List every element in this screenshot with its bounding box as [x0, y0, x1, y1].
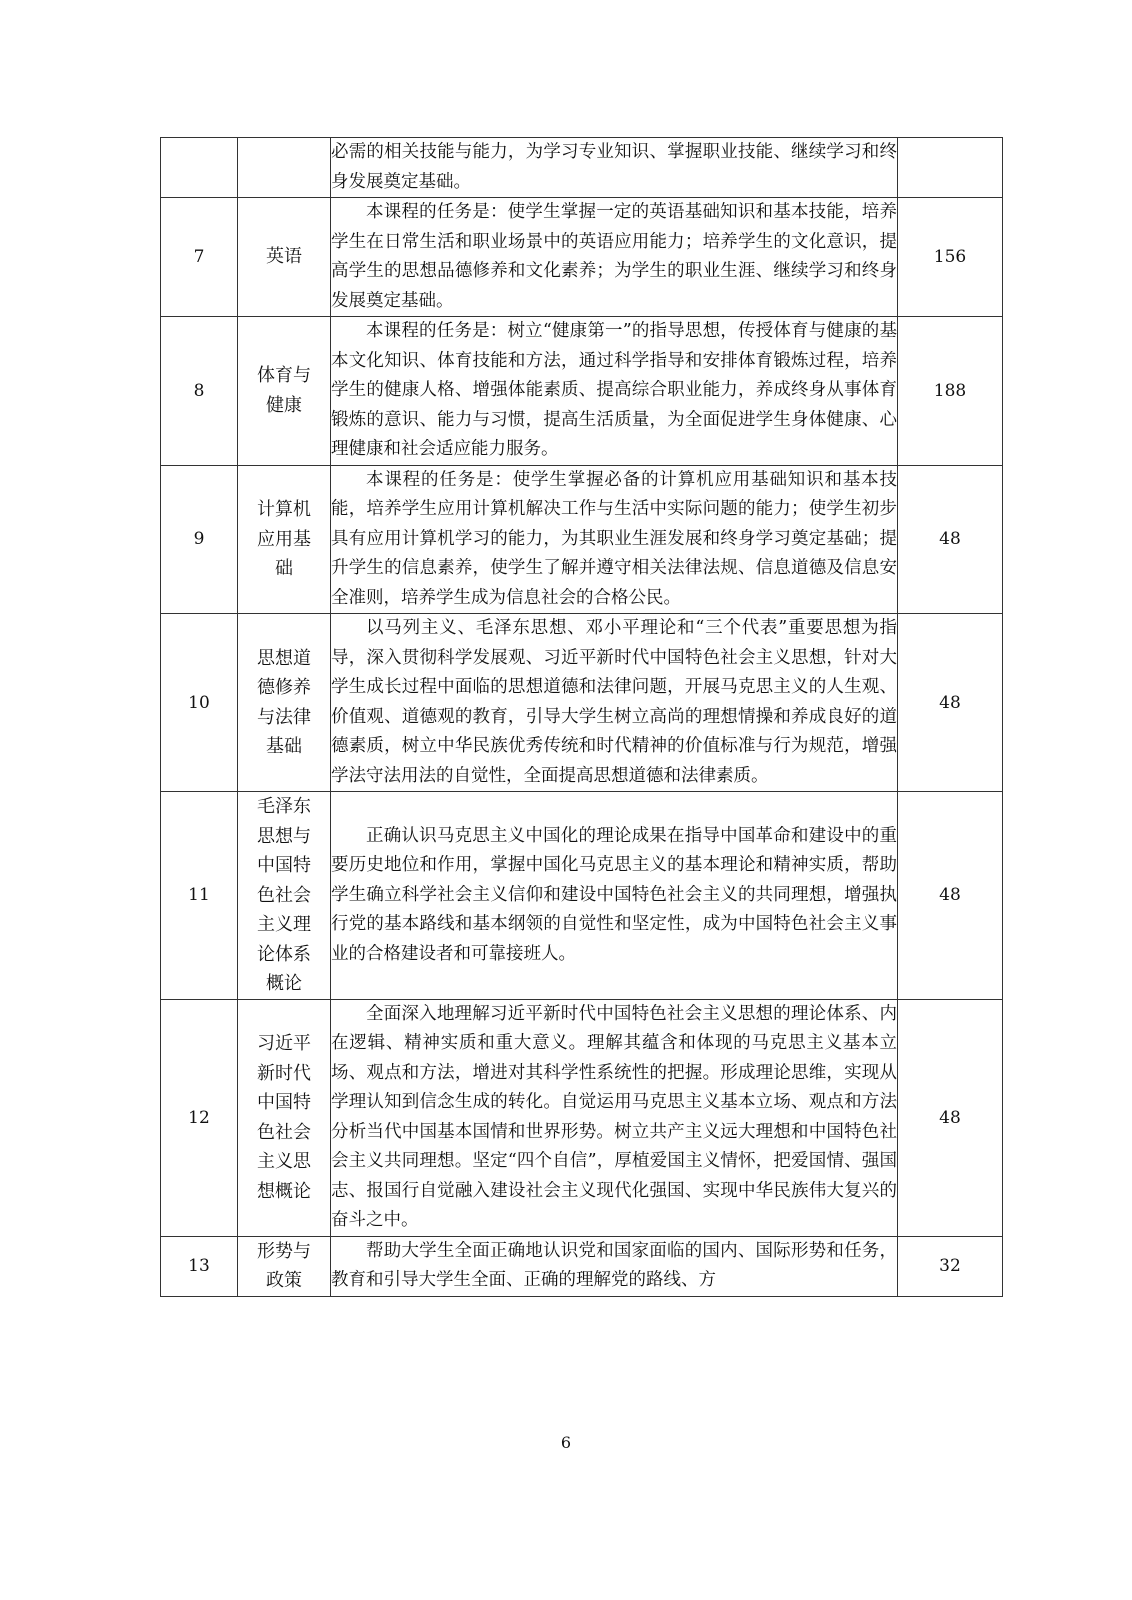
course-name-line: 与法律 — [257, 706, 311, 728]
course-number-cell: 10 — [161, 614, 238, 792]
course-name-cell — [238, 465, 331, 614]
course-name-cell — [238, 138, 331, 198]
course-description-cell — [331, 198, 898, 317]
course-name-line: 基础 — [266, 736, 302, 757]
course-name-cell — [238, 1236, 331, 1296]
course-description-text: 本课程的任务是：使学生掌握一定的英语基础知识和基本技能，培养学生在日常生活和职业场景中的英语应用能力；培养学生的文化意识，提高学生的思想品德修养和文化素养；为学生的职业生涯、继续学习和终身发展奠定基础。 — [331, 202, 897, 311]
course-hours-cell: 188 — [898, 317, 1003, 466]
course-number-cell — [161, 138, 238, 198]
course-number-cell: 9 — [161, 465, 238, 614]
course-hours-cell: 48 — [898, 792, 1003, 1000]
course-name-line: 形势与 — [257, 1240, 311, 1262]
course-number-cell: 12 — [161, 999, 238, 1236]
table-row — [161, 792, 1003, 1000]
course-name-line: 主义理 — [257, 914, 311, 935]
course-name-line: 新时代 — [257, 1062, 311, 1084]
course-hours-cell: 48 — [898, 999, 1003, 1236]
course-description-cell — [331, 999, 898, 1236]
course-hours-cell: 48 — [898, 614, 1003, 792]
course-name-line: 思想道 — [257, 647, 311, 669]
course-description-cell — [331, 138, 898, 198]
course-name-cell — [238, 198, 331, 317]
course-description-cell — [331, 614, 898, 792]
course-name-line: 体育与 — [257, 365, 311, 387]
course-name-line: 计算机 — [257, 499, 311, 520]
course-name-line: 概论 — [266, 973, 302, 994]
course-name-cell — [238, 614, 331, 792]
course-table — [160, 137, 1003, 1297]
course-description-text: 本课程的任务是：树立“健康第一”的指导思想，传授体育与健康的基本文化知识、体育技能和方法，通过科学指导和安排体育锻炼过程，培养学生的健康人格、增强体能素质、提高综合职业能力，养成终身从事体育锻炼的意识、能力与习惯，提高生活质量，为全面促进学生身体健康、心理健康和社会适应能力服务。 — [331, 321, 897, 459]
course-description-text: 必需的相关技能与能力，为学习专业知识、掌握职业技能、继续学习和终身发展奠定基础。 — [331, 142, 897, 192]
course-name-cell — [238, 317, 331, 466]
course-hours-cell — [898, 138, 1003, 198]
course-name-line: 论体系 — [257, 943, 311, 965]
course-hours-cell: 156 — [898, 198, 1003, 317]
course-description-cell — [331, 792, 898, 1000]
course-name-line: 政策 — [266, 1270, 302, 1291]
course-name-line: 英语 — [266, 246, 302, 268]
table-row — [161, 317, 1003, 466]
course-description-cell — [331, 465, 898, 614]
course-name-line: 想概论 — [257, 1180, 311, 1202]
course-name-line: 德修养 — [257, 677, 311, 698]
course-description-text: 本课程的任务是：使学生掌握必备的计算机应用基础知识和基本技能，培养学生应用计算机解决工作与生活中实际问题的能力；使学生初步具有应用计算机学习的能力，为其职业生涯发展和终身学习奠定基础；提升学生的信息素养，使学生了解并遵守相关法律法规、信息道德及信息安全准则，培养学生成为信息社会的合格公民。 — [331, 469, 897, 608]
course-hours-cell: 32 — [898, 1236, 1003, 1296]
course-description-cell — [331, 317, 898, 466]
course-name-line: 主义思 — [257, 1151, 311, 1172]
course-table-body — [161, 138, 1003, 1297]
course-name-cell — [238, 999, 331, 1236]
course-name-line: 健康 — [266, 394, 302, 416]
course-description-text: 以马列主义、毛泽东思想、邓小平理论和“三个代表”重要思想为指导，深入贯彻科学发展观、习近平新时代中国特色社会主义思想，针对大学生成长过程中面临的思想道德和法律问题，开展马克思主义的人生观、价值观、道德观的教育，引导大学生树立高尚的理想情操和养成良好的道德素质，树立中华民族优秀传统和时代精神的价值标准与行为规范，增强学法守法用法的自觉性，全面提高思想道德和法律素质。 — [331, 618, 897, 786]
course-name-line: 思想与 — [257, 825, 311, 847]
table-row — [161, 999, 1003, 1236]
course-description-cell — [331, 1236, 898, 1296]
course-description-text: 全面深入地理解习近平新时代中国特色社会主义思想的理论体系、内在逻辑、精神实质和重大意义。理解其蕴含和体现的马克思主义基本立场、观点和方法，增进对其科学性系统性的把握。形成理论思维，实现从学理认知到信念生成的转化。自觉运用马克思主义基本立场、观点和方法分析当代中国基本国情和世界形势。树立共产主义远大理想和中国特色社会主义共同理想。坚定“四个自信”，厚植爱国主义情怀，把爱国情、强国志、报国行自觉融入建设社会主义现代化强国、实现中华民族伟大复兴的奋斗之中。 — [331, 1003, 897, 1230]
table-row — [161, 198, 1003, 317]
course-name-line: 色社会 — [257, 884, 311, 906]
course-name-line: 中国特 — [257, 855, 311, 876]
course-name-line: 中国特 — [257, 1092, 311, 1113]
table-row — [161, 465, 1003, 614]
course-number-cell: 11 — [161, 792, 238, 1000]
page-number: 6 — [560, 1433, 572, 1452]
course-name-line: 础 — [275, 558, 293, 579]
course-hours-cell: 48 — [898, 465, 1003, 614]
course-name-line: 毛泽东 — [257, 796, 311, 817]
course-description-text: 帮助大学生全面正确地认识党和国家面临的国内、国际形势和任务，教育和引导大学生全面、正确的理解党的路线、方 — [331, 1240, 897, 1290]
table-row — [161, 138, 1003, 198]
table-row — [161, 614, 1003, 792]
course-name-line: 应用基 — [257, 528, 311, 550]
course-number-cell: 8 — [161, 317, 238, 466]
course-number-cell: 7 — [161, 198, 238, 317]
course-name-cell — [238, 792, 331, 1000]
course-name-line: 色社会 — [257, 1121, 311, 1143]
table-row — [161, 1236, 1003, 1296]
course-description-text: 正确认识马克思主义中国化的理论成果在指导中国革命和建设中的重要历史地位和作用，掌握中国化马克思主义的基本理论和精神实质，帮助学生确立科学社会主义信仰和建设中国特色社会主义的共同理想，增强执行党的基本路线和基本纲领的自觉性和坚定性，成为中国特色社会主义事业的合格建设者和可靠接班人。 — [331, 825, 897, 964]
course-name-line: 习近平 — [257, 1033, 311, 1054]
course-number-cell: 13 — [161, 1236, 238, 1296]
